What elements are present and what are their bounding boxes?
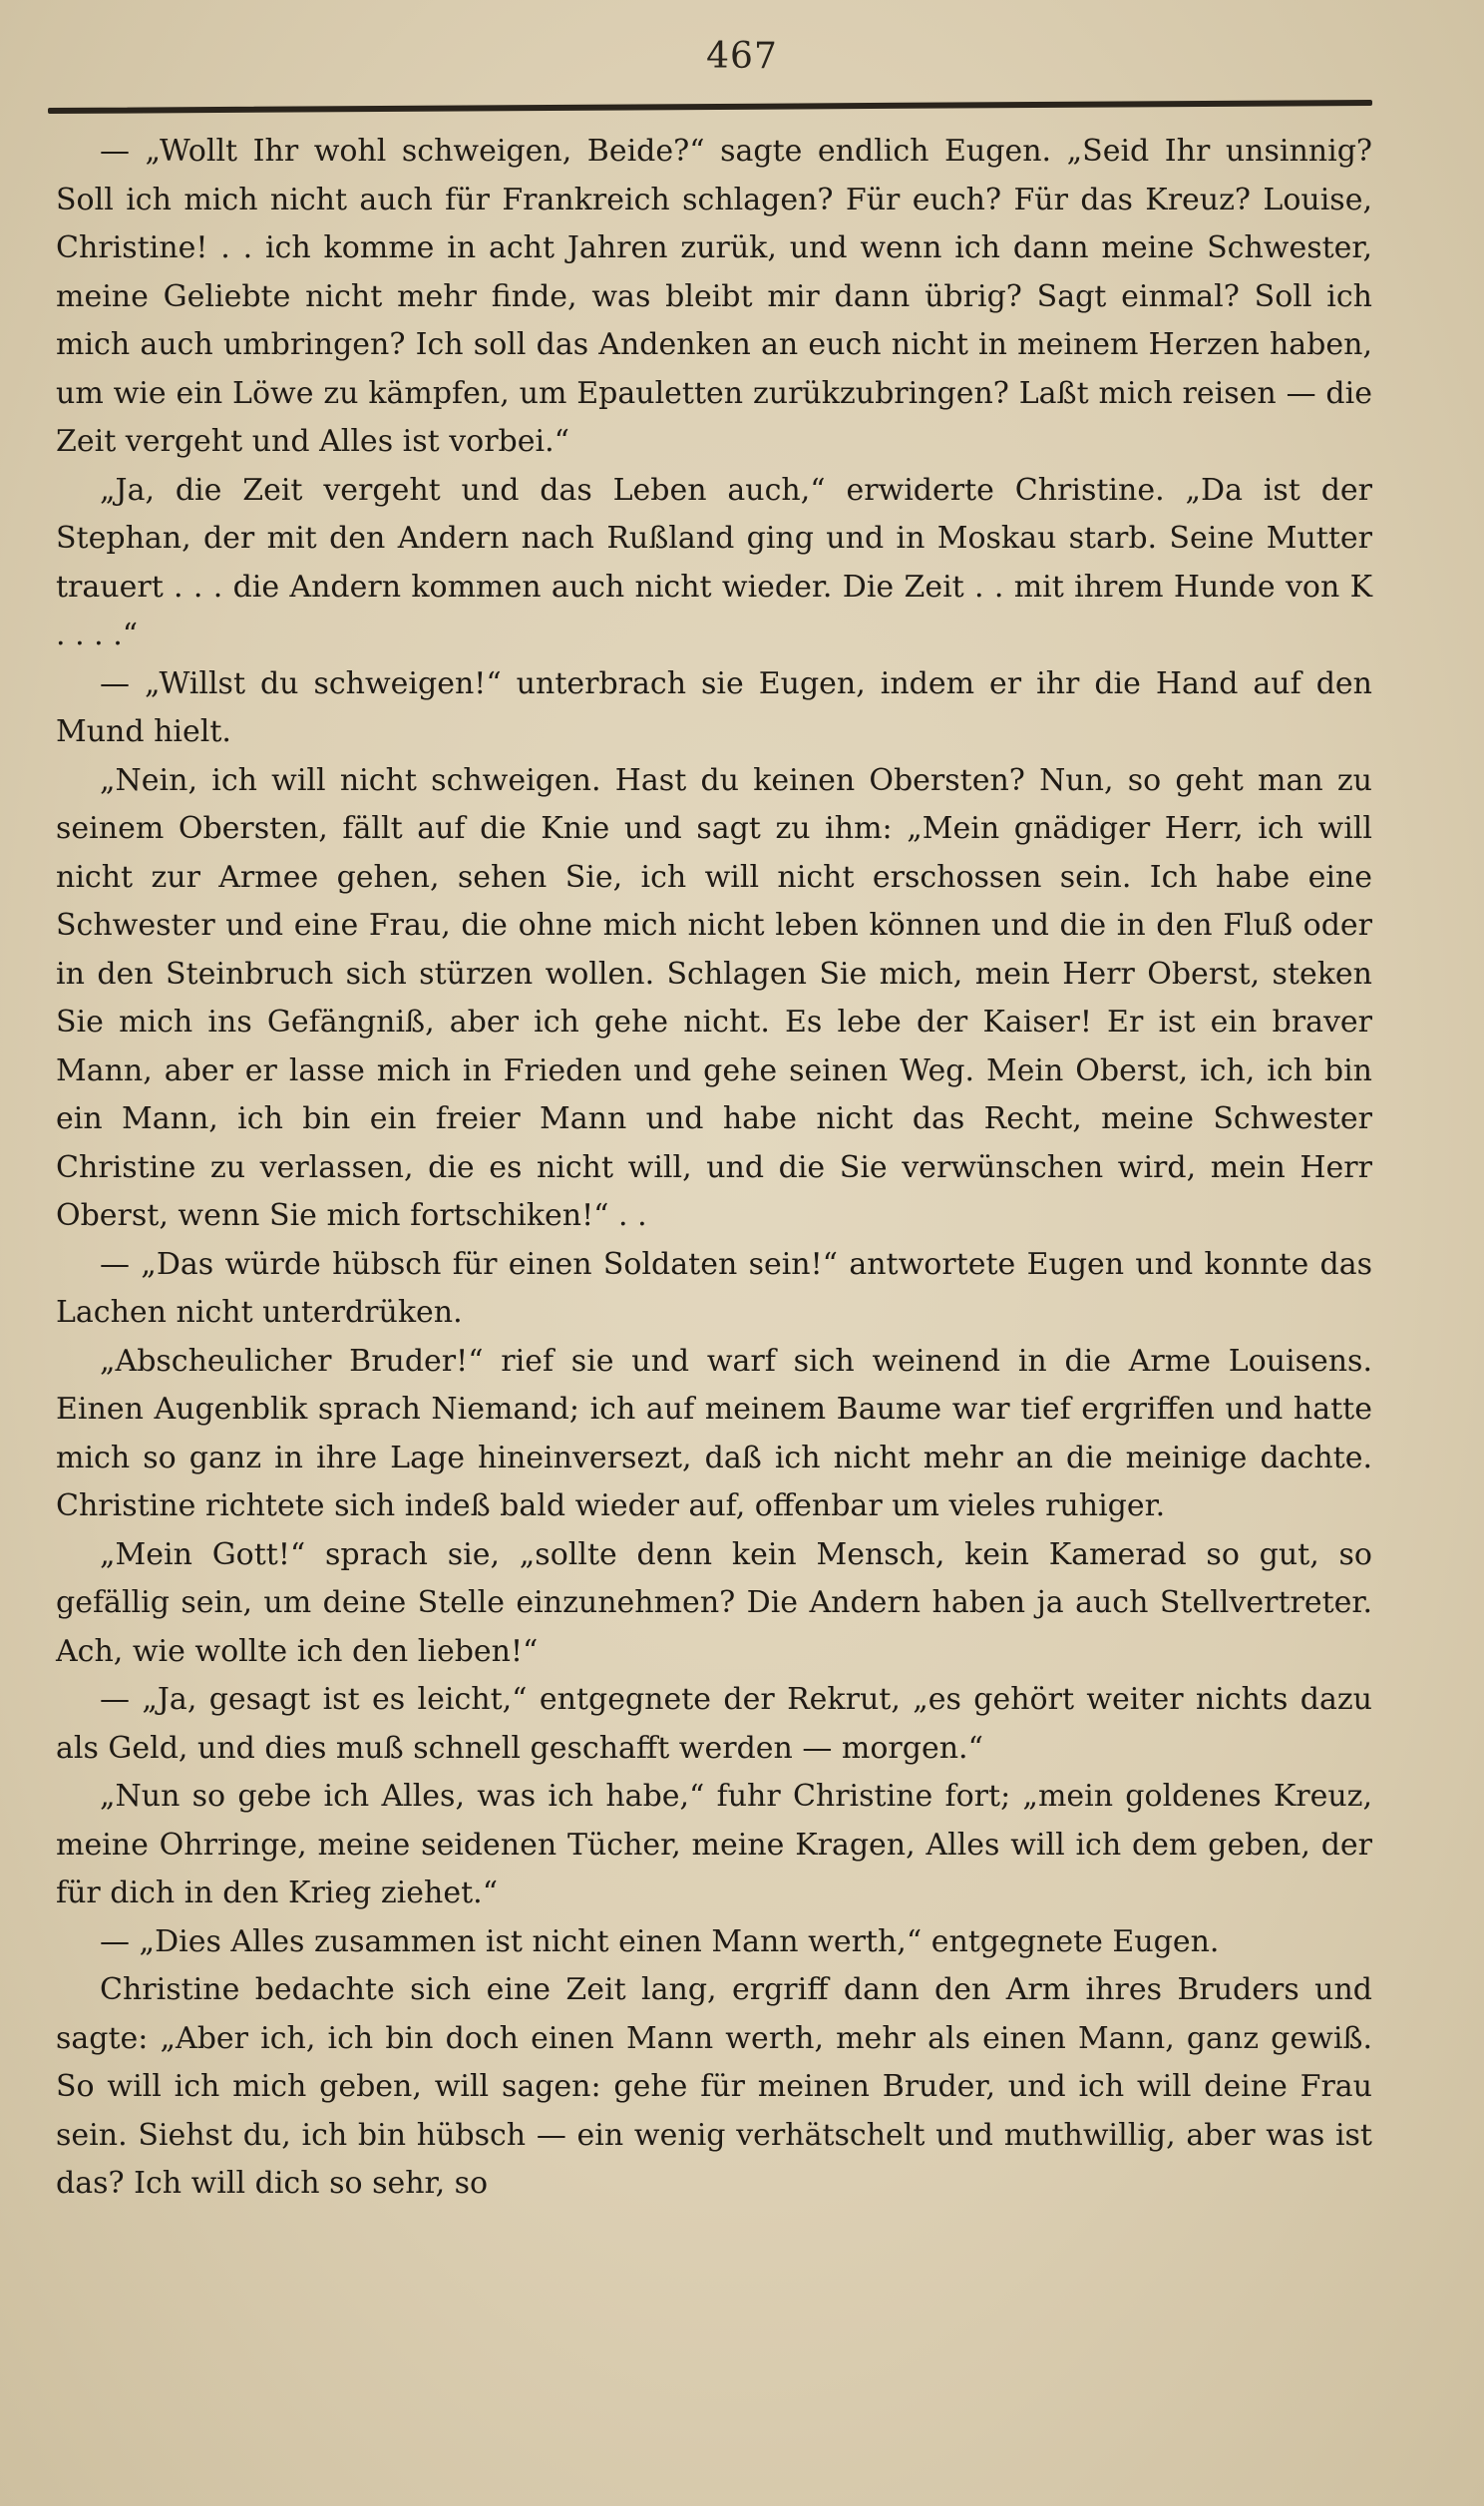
paragraph: „Ja, die Zeit vergeht und das Leben auch,“ erwiderte Christine. „Da ist der Stephan, der mit den Andern nach Rußland ging und in Moskau starb. Seine Mutter trauert . . . die Andern kommen auch nicht wieder. Die Zeit . . mit ihrem Hunde von K . . . .“ — [56, 472, 1372, 652]
paragraph: „Nun so gebe ich Alles, was ich habe,“ fuhr Christine fort; „mein goldenes Kreuz, meine Ohrringe, meine seidenen Tücher, meine Kragen, Alles will ich dem geben, der für dich in den Krieg ziehet.“ — [56, 1779, 1372, 1910]
paragraph: „Abscheulicher Bruder!“ rief sie und warf sich weinend in die Arme Louisens. Einen Augenblik sprach Niemand; ich auf meinem Baume war tief ergriffen und hatte mich so ganz in ihre Lage hineinversezt, daß ich nicht mehr an die meinige dachte. Christine richtete sich indeß bald wieder auf, offenbar um vieles ruhiger. — [56, 1343, 1372, 1523]
paragraph: — „Das würde hübsch für einen Soldaten sein!“ antwortete Eugen und konnte das Lachen nicht unterdrüken. — [56, 1246, 1372, 1330]
page-body — [56, 128, 1372, 2209]
paragraph: — „Ja, gesagt ist es leicht,“ entgegnete der Rekrut, „es gehört weiter nichts dazu als Geld, und dies muß schnell geschafft werden — morgen.“ — [56, 1682, 1372, 1766]
paragraph: „Nein, ich will nicht schweigen. Hast du keinen Obersten? Nun, so geht man zu seinem Obersten, fällt auf die Knie und sagt zu ihm: „Mein gnädiger Herr, ich will nicht zur Armee gehen, sehen Sie, ich will nicht erschossen sein. Ich habe eine Schwester und eine Frau, die ohne mich nicht leben können und die in den Fluß oder in den Steinbruch sich stürzen wollen. Schlagen Sie mich, mein Herr Oberst, steken Sie mich ins Gefängniß, aber ich gehe nicht. Es lebe der Kaiser! Er ist ein braver Mann, aber er lasse mich in Frieden und gehe seinen Weg. Mein Oberst, ich, ich bin ein Mann, ich bin ein freier Mann und habe nicht das Recht, meine Schwester Christine zu verlassen, die es nicht will, und die Sie verwünschen wird, mein Herr Oberst, wenn Sie mich fortschiken!“ . . — [56, 762, 1372, 1233]
paragraph: — „Dies Alles zusammen ist nicht einen Mann werth,“ entgegnete Eugen. — [100, 1923, 1220, 1959]
paragraph: Christine bedachte sich eine Zeit lang, ergriff dann den Arm ihres Bruders und sagte: „Aber ich, ich bin doch einen Mann werth, mehr als einen Mann, ganz gewiß. So will ich mich geben, will sagen: gehe für meinen Bruder, und ich will deine Frau sein. Siehst du, ich bin hübsch — ein wenig verhätschelt und muthwillig, aber was ist das? Ich will dich so sehr, so — [56, 1972, 1372, 2201]
paragraph: — „Wollt Ihr wohl schweigen, Beide?“ sagte endlich Eugen. „Seid Ihr unsinnig? Soll ich mich nicht auch für Frankreich schlagen? Für euch? Für das Kreuz? Louise, Christine! . . ich komme in acht Jahren zurük, und wenn ich dann meine Schwester, meine Geliebte nicht mehr finde, was bleibt mir dann übrig? Sagt einmal? Soll ich mich auch umbringen? Ich soll das Andenken an euch nicht in meinem Herzen haben, um wie ein Löwe zu kämpfen, um Epauletten zurükzubringen? Laßt mich reisen — die Zeit vergeht und Alles ist vorbei.“ — [56, 134, 1372, 459]
paragraph: „Mein Gott!“ sprach sie, „sollte denn kein Mensch, kein Kamerad so gut, so gefällig sein, um deine Stelle einzunehmen? Die Andern haben ja auch Stellvertreter. Ach, wie wollte ich den lieben!“ — [56, 1536, 1372, 1669]
page-number: 467 — [706, 36, 778, 77]
header-rule — [48, 100, 1372, 114]
paragraph: — „Willst du schweigen!“ unterbrach sie Eugen, indem er ihr die Hand auf den Mund hielt. — [56, 665, 1372, 749]
